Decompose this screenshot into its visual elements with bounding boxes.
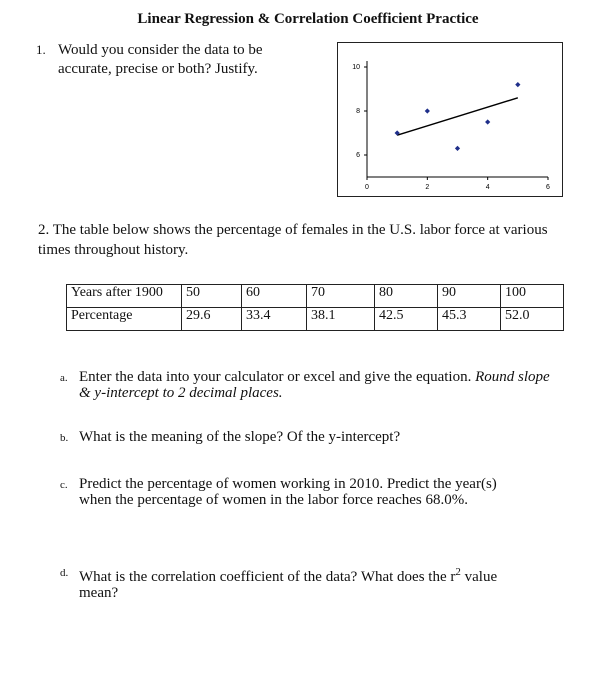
table-cell: 52.0	[501, 308, 564, 331]
y-tick-label: 10	[352, 64, 360, 71]
data-point	[515, 82, 520, 87]
question-1-line1: Would you consider the data to be	[58, 42, 263, 58]
y-tick-label: 6	[356, 152, 360, 159]
part-b-text: What is the meaning of the slope? Of the y-intercept?	[79, 429, 401, 445]
data-point	[425, 108, 430, 113]
question-2-text: The table below shows the percentage of females in the U.S. labor force at various times throughout history.	[38, 222, 548, 258]
chart-canvas	[338, 43, 564, 198]
part-c-text: Predict the percentage of women working in 2010. Predict the year(s) when the percentage of women in the labor force reaches 68.0%.	[79, 476, 497, 508]
table-cell: 80	[375, 285, 438, 308]
question-1-line2: accurate, precise or both? Justify.	[58, 61, 258, 77]
question-2	[38, 220, 558, 260]
part-a-italic: Round slope & y-intercept to 2 decimal places.	[79, 369, 550, 401]
data-point	[455, 146, 460, 151]
table-cell: 29.6	[182, 308, 242, 331]
table-cell: 100	[501, 285, 564, 308]
question-1-number: 1.	[36, 42, 46, 57]
scatter-chart	[337, 42, 563, 197]
part-d	[60, 564, 530, 601]
data-table	[66, 284, 564, 331]
y-tick-label: 8	[356, 108, 360, 115]
data-point	[485, 119, 490, 124]
table-cell: 50	[182, 285, 242, 308]
table-row	[67, 285, 564, 308]
table-cell: 45.3	[438, 308, 501, 331]
x-tick-label: 2	[425, 184, 430, 191]
part-b	[60, 429, 560, 445]
part-a-letter: a.	[60, 372, 68, 384]
part-c-letter: c.	[60, 479, 68, 491]
part-a-text: Enter the data into your calculator or excel and give the equation.	[79, 369, 472, 385]
table-cell: 60	[242, 285, 307, 308]
x-tick-label: 6	[546, 184, 550, 191]
question-1	[36, 40, 263, 79]
part-d-text-before: What is the correlation coefficient of the data? What does the r	[79, 569, 456, 585]
table-cell: 90	[438, 285, 501, 308]
part-d-text-after: value mean?	[79, 569, 498, 601]
table-cell: 42.5	[375, 308, 438, 331]
part-d-letter: d.	[60, 567, 69, 579]
table-cell: 38.1	[307, 308, 375, 331]
table-cell: 33.4	[242, 308, 307, 331]
part-d-superscript: 2	[455, 566, 461, 578]
table-header-cell: Years after 1900	[67, 285, 182, 308]
page-title: Linear Regression & Correlation Coefficient Practice	[137, 11, 479, 27]
x-tick-label: 0	[365, 184, 369, 191]
question-2-number: 2.	[38, 222, 50, 238]
table-header-cell: Percentage	[67, 308, 182, 331]
x-tick-label: 4	[485, 184, 490, 191]
table-row	[67, 308, 564, 331]
trend-line	[397, 98, 518, 135]
part-a	[60, 369, 560, 401]
table-cell: 70	[307, 285, 375, 308]
part-c	[60, 476, 500, 508]
part-b-letter: b.	[60, 432, 69, 444]
